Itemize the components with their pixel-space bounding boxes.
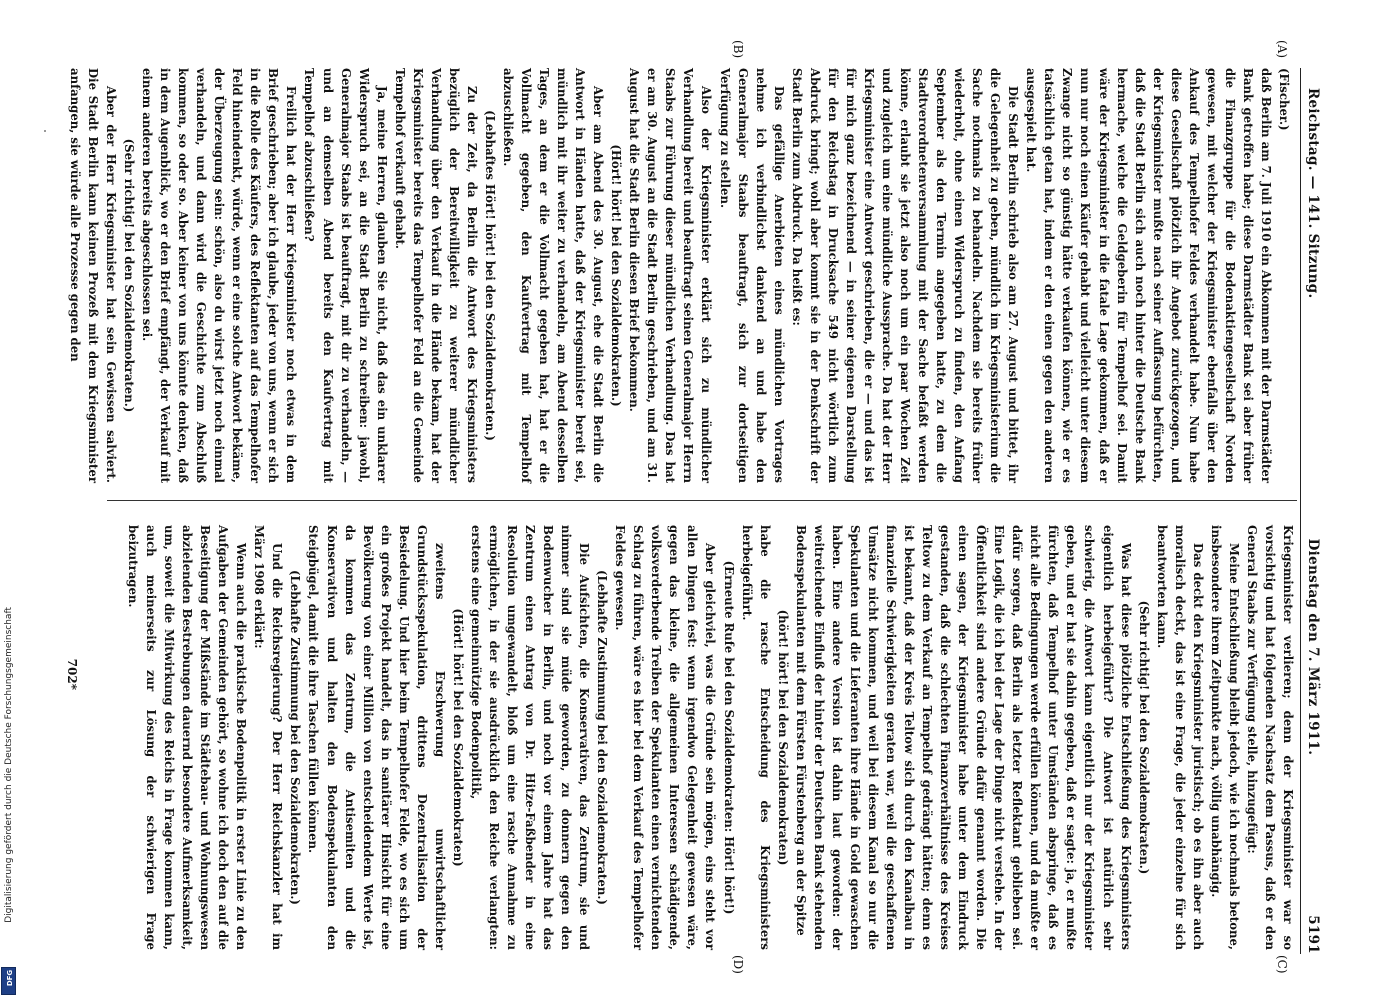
paragraph: Meine Entschließung bleibt jedoch, wie ich nochmals betone, insbesondere ihrem Zeitpunkte nach, völlig unabhängig. xyxy=(1208,525,1241,950)
paragraph: Das deckt den Kriegsminister juristisch; ob es ihn aber auch moralisch deckt, das ist eine Frage, die jeder einzelne für sich beantworten kann. xyxy=(1154,525,1205,950)
digitization-credit xyxy=(4,607,16,987)
margin-mark-c: (C) xyxy=(1275,955,1289,974)
paragraph: Das gefällige Anerbieten eines mündlichen Vortrages nehme ich verbindlichst dankend an und habe den Generalmajor Staabs beauftragt, sich zur dortseitigen Verfügung zu stellen. xyxy=(717,68,786,483)
page-header xyxy=(1300,68,1323,954)
paragraph: Zu der Zeit, da Berlin die Antwort des Kriegsministers bezüglich der Bereitwilligkeit zu weiterer mündlicher Verhandlung über den Verkauf in die Hände bekam, hat der Kriegsminister bereits das Tempelhofer Feld an die Gemeinde Tempelhof verkauft gehabt. xyxy=(392,68,479,483)
paragraph: habe die rasche Entscheidung des Kriegsministers herbeigeführt. xyxy=(739,525,772,950)
column-divider xyxy=(107,500,1297,501)
scan-speck xyxy=(44,130,46,132)
paragraph: Was hat diese plötzliche Entschließung des Kriegsministers eigentlich herbeigeführt? Die Antwort ist natürlich sehr schwierig, die Antwort kann eigentlich nur der Kriegsminister geben, und er hat sie dahin gegeben, daß er sagte: ja, er mußte fürchten, daß Tempelhof unter Umständen abspringe, daß es nicht alle Bedingungen werde erfüllen können, und da mußte er dafür sorgen, daß Berlin als letzter Reflektant geblieben sei. Eine Logik, die ich bei der Lage der Dinge nicht verstehe. In der Öffentlichkeit sind andere Gründe dafür genannt worden. Die einen sagen, der Kriegsminister habe unter dem Eindruck gestanden, daß die schlechten Finanzverhältnisse des Kreises Teltow zu dem Verkauf an Tempelhof gedrängt hätten; denn es ist bekannt, daß der Kreis Teltow sich durch den Kanalbau in finanzielle Schwierigkeiten geraten war, weil die geschaffenen Umsätze nicht kommen, und weil bei diesem Kanal so nur die Spekulanten und die Lieferanten ihre Hände in Gold gewaschen haben. Eine andere Version ist dahin laut geworden: der weitreichende Einfluß der hinter der Deutschen Bank stehenden Bodenspekulanten mit dem Fürsten Fürstenberg an der Spitze xyxy=(793,525,1133,950)
paragraph: (Lebhafte Zustimmung bei den Sozialdemokraten.) xyxy=(288,570,303,905)
dfg-logo-text: DFG xyxy=(6,969,15,987)
margin-mark-d: (D) xyxy=(731,955,745,974)
paragraph: Wenn auch die praktische Bodenpolitik in erster Linie zu den Aufgaben der Gemeinden gehört, so wohne ich doch den auf die Beseitigung der Mißstände im Städtebau- und Wohnungswesen abzielenden Bestrebungen dauernd besondere Aufmerksamkeit, um, soweit die Mitwirkung des Reichs in Frage kommen kann, auch meinerseits zur Lösung der schwierigen Frage beizutragen. xyxy=(126,525,249,950)
paragraph: Freilich hat der Herr Kriegsminister noch etwas in dem Brief geschrieben; aber ich glaube, jeder von uns, wenn er sich in die Rolle des Käufers, des Reflektanten auf das Tempelhofer Feld hineindenkt, würde, wenn er eine solche Antwort bekäme, der Überzeugung sein: schön, also du wirst jetzt noch einmal verhandeln, und dann wird die Geschichte zum Abschluß kommen, so oder so. Aber keiner von uns könnte denken, daß in dem Augenblick, wo er den Brief empfängt, der Verkauf mit einem anderen bereits abgeschlossen sei. xyxy=(140,68,299,483)
right-text-column xyxy=(107,525,1297,950)
paragraph: (Hört! hört! bei den Sozialdemokraten) xyxy=(450,608,465,867)
footer-number: 702* xyxy=(65,658,79,690)
credit-text: Digitalisierung gefördert durch die Deutsche Forschungsgemeinschaft xyxy=(4,607,14,923)
paragraph: zweitens Erschwerung unwirtschaftlicher Grundstücksspekulation, drittens Dezentralisation der Besiedelung. Und hier beim Tempelhofer Felde, wo es sich um ein großes Projekt handelt, das in sanitärer Hinsicht für eine Bevölkerung von einer Million von entscheidendem Werte ist, da kommen das Zentrum, die Antisemiten und die Konservativen und halten den Bodenspekulanten den Steigbügel, damit die ihre Taschen füllen können. xyxy=(306,525,447,950)
header-left-title: Reichstag. — 141. Sitzung. xyxy=(1305,88,1321,299)
paragraph: daß Berlin am 7. Juli 1910 ein Abkommen mit der Darmstädter Bank getroffen habe; diese Darmstädter Bank sei aber früher die Finanzgruppe für die Bodenaktiengesellschaft Norden gewesen, mit welcher der Kriegsminister ebenfalls über den Ankauf des Tempelhofer Feldes verhandelt habe. Nun habe diese Gesellschaft plötzlich ihr Angebot zurückgezogen, und der Kriegsminister mußte nach seiner Auffassung befürchten, daß die Stadt Berlin sich auch noch hinter die Deutsche Bank hermache, welche die Geldgeberin für Tempelhof sei. Damit wäre der Kriegsminister in die fatale Lage gekommen, daß er nun nur noch einen Käufer gehabt und vielleicht unter diesem Zwange nicht so günstig hätte verkaufen können, wie er es tatsächlich getan hat, indem er den einen gegen den anderen ausgespielt hat. xyxy=(1024,68,1273,483)
paragraph: Ja, meine Herren, glauben Sie nicht, daß das ein unklarer Widerspruch sei, an die Stadt Berlin zu schreiben: jawohl, Generalmajor Staabs ist beauftragt, mit dir zu verhandeln, — und an demselben Abend bereits den Kaufvertrag mit Tempelhof abzuschließen? xyxy=(302,68,389,483)
dfg-logo xyxy=(1,967,16,995)
paragraph: (Fischer.) xyxy=(1277,68,1291,131)
paragraph: (Lebhafte Zustimmung bei den Sozialdemokraten.) xyxy=(595,570,610,905)
rotated-page xyxy=(41,10,1341,990)
paragraph: Die Stadt Berlin schrieb also am 27. August und bittet, ihr die Gelegenheit zu geben, mündlich im Kriegsministerium die Sache nochmals zu behandeln. Nachdem sie bereits früher wiederholt, ohne einen Widerspruch zu finden, den Anfang September als den Termin angegeben hatte, zu dem die Stadtverordnetenversammlung mit der Sache befaßt werden könne, erlaubt sie jetzt also noch um ein paar Wochen Zeit und zugleich um eine mündliche Aussprache. Da hat der Herr Kriegsminister eine Antwort geschrieben, die er — und das ist für mich ganz bezeichnend — in seiner eigenen Darstellung für den Reichstag in Drucksache 549 nicht wörtlich zum Abdruck bringt; wohl aber kommt sie in der Denkschrift der Stadt Berlin zum Abdruck. Da heißt es: xyxy=(789,68,1021,483)
paragraph: (Lebhaftes Hört! hört! bei den Sozialdemokraten.) xyxy=(482,110,497,441)
header-right-date xyxy=(1305,539,1321,954)
paragraph: (Erneute Rufe bei den Sozialdemokraten: Hört! hört!) xyxy=(721,560,736,915)
paragraph: (Sehr richtig! bei den Sozialdemokraten.) xyxy=(122,138,136,413)
paragraph: Aber gleichviel, was die Gründe sein mögen, eins steht vor allen Dingen fest: wenn irgendwo Gelegenheit gewesen wäre, gegen das kleine, die allgemeinen Interessen schädigende, volksverderbende Treiben der Spekulanten einen vernichtenden Schlag zu führen, wäre es hier bei dem Verkauf des Tempelhofer Feldes gewesen. xyxy=(613,525,718,950)
paragraph: Aber am Abend des 30. August, ehe die Stadt Berlin die Antwort in Händen hatte, daß der Kriegsminister bereit sei, mündlich mit ihr weiter zu verhandeln, am Abend desselben Tages, an dem er die Vollmacht gegeben hat, hat er die Vollmacht gegeben, den Kaufvertrag mit Tempelhof abzuschließen. xyxy=(500,68,606,483)
header-date: Dienstag den 7. März 1911. xyxy=(1305,538,1321,756)
left-text-column xyxy=(67,68,1293,483)
paragraph: (hört! hört! bei den Sozialdemokraten) xyxy=(775,609,790,866)
page-number: 5191 xyxy=(1305,915,1321,954)
paragraph: (Hört! hört! bei den Sozialdemokraten.) xyxy=(609,144,624,407)
paragraph: Und die Reichsregierung? Der Herr Reichskanzler hat im März 1908 erklärt: xyxy=(252,525,285,950)
margin-mark-a: (A) xyxy=(1275,40,1289,59)
paragraph: Also der Kriegsminister erklärt sich zu mündlicher Verhandlung bereit und beauftragt seinen Generalmajor Herrn Staabs zur Führung dieser mündlichen Verhandlung. Das hat er am 30. August an die Stadt Berlin geschrieben, und am 31. August hat die Stadt Berlin diesen Brief bekommen. xyxy=(627,68,714,483)
paragraph: Kriegsminister verlieren; denn der Kriegsminister war so vorsichtig und hat folgenden Nachsatz dem Passus, daß er den General Staabs zur Verfügung stelle, hinzugefügt: xyxy=(1244,525,1295,950)
margin-mark-b: (B) xyxy=(731,40,745,59)
paragraph: Aber der Herr Kriegsminister hat sein Gewissen salviert. Die Stadt Berlin kann keinen Prozeß mit dem Kriegsminister anfangen, sie würde alle Prozesse gegen den xyxy=(67,68,118,483)
paragraph: Die Aufsichten, die Konservativen, das Zentrum, sie und nimmer sind sie müde geworden, zu donnern gegen den Bodenwucher in Berlin, und noch vor einem Jahre hat das Zentrum einen Antrag von Dr. Hitze-Faßbender in eine Resolution umgewandelt, bloß um eine rasche Annahme zu ermöglichen, in der sie ausdrücklich den Reiche verlangten: erstens eine gemeinnützige Bodenpolitik, xyxy=(468,525,592,950)
paragraph: (Sehr richtig! bei den Sozialdemokraten.) xyxy=(1136,600,1151,875)
